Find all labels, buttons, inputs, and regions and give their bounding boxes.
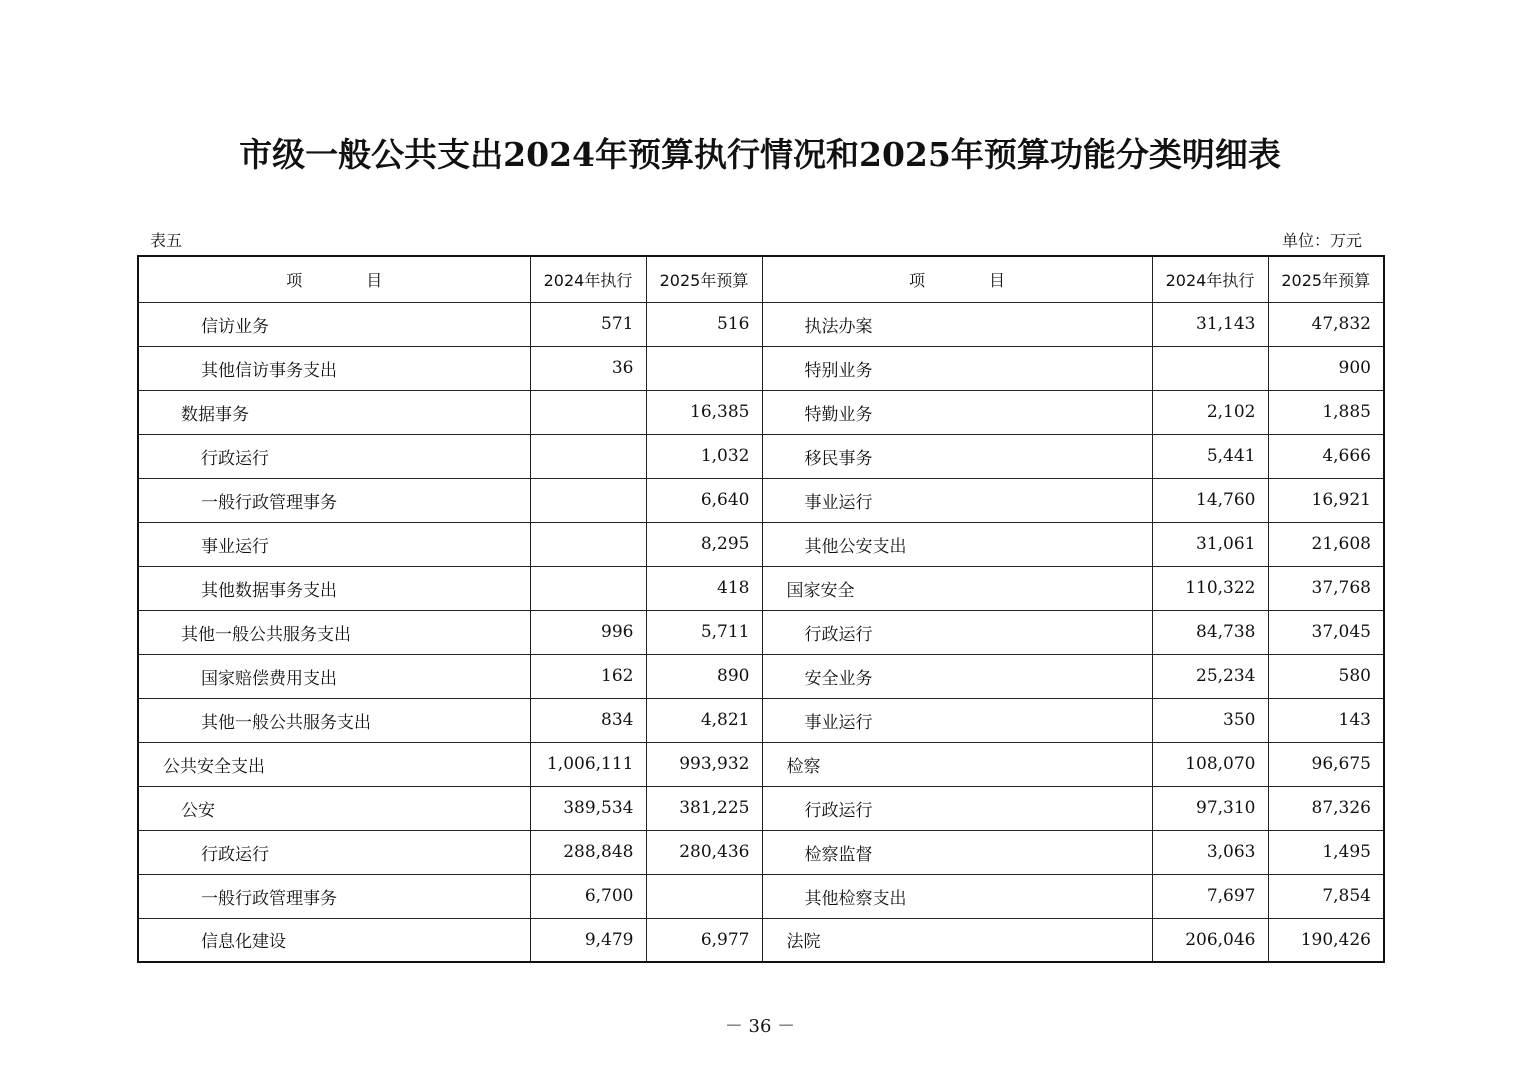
budget-2025-right: 87,326 — [1268, 786, 1384, 830]
exec-2024-right — [1152, 346, 1268, 390]
budget-2025-left: 5,711 — [646, 610, 762, 654]
item-name-right: 其他检察支出 — [762, 874, 1152, 918]
budget-2025-right: 190,426 — [1268, 918, 1384, 962]
item-name-left: 数据事务 — [138, 390, 530, 434]
header-row — [138, 256, 1384, 302]
exec-2024-right: 31,061 — [1152, 522, 1268, 566]
item-name-left: 国家赔偿费用支出 — [138, 654, 530, 698]
budget-2025-right: 47,832 — [1268, 302, 1384, 346]
budget-2025-left: 6,977 — [646, 918, 762, 962]
header-exec-2024-left: 2024年执行 — [530, 256, 646, 302]
exec-2024-right: 31,143 — [1152, 302, 1268, 346]
table-row — [138, 698, 1384, 742]
exec-2024-left: 834 — [530, 698, 646, 742]
exec-2024-left: 288,848 — [530, 830, 646, 874]
budget-2025-left — [646, 874, 762, 918]
item-name-left: 公共安全支出 — [138, 742, 530, 786]
exec-2024-left — [530, 434, 646, 478]
item-name-left: 行政运行 — [138, 830, 530, 874]
table-row — [138, 390, 1384, 434]
budget-2025-left: 516 — [646, 302, 762, 346]
exec-2024-left — [530, 390, 646, 434]
budget-2025-left: 16,385 — [646, 390, 762, 434]
exec-2024-right: 2,102 — [1152, 390, 1268, 434]
budget-2025-left: 6,640 — [646, 478, 762, 522]
exec-2024-left: 389,534 — [530, 786, 646, 830]
item-name-right: 事业运行 — [762, 478, 1152, 522]
budget-2025-right: 37,768 — [1268, 566, 1384, 610]
budget-2025-right: 7,854 — [1268, 874, 1384, 918]
exec-2024-left: 6,700 — [530, 874, 646, 918]
budget-2025-left: 4,821 — [646, 698, 762, 742]
table-label: 表五 — [150, 231, 183, 250]
table-row — [138, 654, 1384, 698]
table-row — [138, 874, 1384, 918]
exec-2024-left — [530, 478, 646, 522]
item-name-right: 国家安全 — [762, 566, 1152, 610]
header-budget-2025-right: 2025年预算 — [1268, 256, 1384, 302]
header-exec-2024-right: 2024年执行 — [1152, 256, 1268, 302]
exec-2024-left: 571 — [530, 302, 646, 346]
budget-2025-left: 890 — [646, 654, 762, 698]
exec-2024-right: 3,063 — [1152, 830, 1268, 874]
item-name-right: 其他公安支出 — [762, 522, 1152, 566]
budget-2025-left: 381,225 — [646, 786, 762, 830]
item-name-left: 一般行政管理事务 — [138, 874, 530, 918]
table-row — [138, 522, 1384, 566]
budget-2025-right: 1,495 — [1268, 830, 1384, 874]
exec-2024-left — [530, 566, 646, 610]
exec-2024-right: 5,441 — [1152, 434, 1268, 478]
budget-2025-right: 143 — [1268, 698, 1384, 742]
exec-2024-left: 9,479 — [530, 918, 646, 962]
exec-2024-right: 25,234 — [1152, 654, 1268, 698]
table-row — [138, 478, 1384, 522]
budget-table — [137, 255, 1385, 963]
item-name-left: 事业运行 — [138, 522, 530, 566]
budget-2025-left: 280,436 — [646, 830, 762, 874]
budget-2025-right: 21,608 — [1268, 522, 1384, 566]
header-item-left: 项 目 — [138, 256, 530, 302]
item-name-right: 检察监督 — [762, 830, 1152, 874]
page-title: 市级一般公共支出2024年预算执行情况和2025年预算功能分类明细表 — [239, 135, 1281, 174]
item-name-left: 公安 — [138, 786, 530, 830]
item-name-right: 行政运行 — [762, 610, 1152, 654]
table-row — [138, 566, 1384, 610]
exec-2024-left: 36 — [530, 346, 646, 390]
budget-2025-left: 993,932 — [646, 742, 762, 786]
budget-2025-left: 8,295 — [646, 522, 762, 566]
item-name-right: 事业运行 — [762, 698, 1152, 742]
exec-2024-right: 108,070 — [1152, 742, 1268, 786]
item-name-left: 其他一般公共服务支出 — [138, 610, 530, 654]
item-name-left: 其他一般公共服务支出 — [138, 698, 530, 742]
table-row — [138, 434, 1384, 478]
header-item-right: 项 目 — [762, 256, 1152, 302]
table-row — [138, 742, 1384, 786]
exec-2024-right: 14,760 — [1152, 478, 1268, 522]
exec-2024-left: 1,006,111 — [530, 742, 646, 786]
table-row — [138, 786, 1384, 830]
item-name-right: 法院 — [762, 918, 1152, 962]
item-name-left: 行政运行 — [138, 434, 530, 478]
item-name-left: 信访业务 — [138, 302, 530, 346]
exec-2024-right: 97,310 — [1152, 786, 1268, 830]
budget-2025-right: 580 — [1268, 654, 1384, 698]
budget-2025-right: 37,045 — [1268, 610, 1384, 654]
exec-2024-left — [530, 522, 646, 566]
header-budget-2025-left: 2025年预算 — [646, 256, 762, 302]
table-row — [138, 918, 1384, 962]
budget-2025-right: 4,666 — [1268, 434, 1384, 478]
exec-2024-left: 162 — [530, 654, 646, 698]
item-name-right: 移民事务 — [762, 434, 1152, 478]
item-name-left: 一般行政管理事务 — [138, 478, 530, 522]
budget-2025-right: 900 — [1268, 346, 1384, 390]
exec-2024-right: 350 — [1152, 698, 1268, 742]
exec-2024-right: 84,738 — [1152, 610, 1268, 654]
item-name-right: 行政运行 — [762, 786, 1152, 830]
item-name-left: 其他信访事务支出 — [138, 346, 530, 390]
budget-2025-left: 418 — [646, 566, 762, 610]
table-row — [138, 302, 1384, 346]
unit-label: 单位：万元 — [1281, 231, 1362, 250]
exec-2024-right: 206,046 — [1152, 918, 1268, 962]
budget-2025-left: 1,032 — [646, 434, 762, 478]
item-name-right: 安全业务 — [762, 654, 1152, 698]
budget-2025-right: 16,921 — [1268, 478, 1384, 522]
table-row — [138, 610, 1384, 654]
table-row — [138, 830, 1384, 874]
exec-2024-left: 996 — [530, 610, 646, 654]
item-name-right: 特勤业务 — [762, 390, 1152, 434]
page-number: － 36 － — [724, 1016, 796, 1037]
item-name-left: 其他数据事务支出 — [138, 566, 530, 610]
exec-2024-right: 110,322 — [1152, 566, 1268, 610]
budget-2025-left — [646, 346, 762, 390]
budget-2025-right: 1,885 — [1268, 390, 1384, 434]
budget-2025-right: 96,675 — [1268, 742, 1384, 786]
table-row — [138, 346, 1384, 390]
item-name-right: 执法办案 — [762, 302, 1152, 346]
exec-2024-right: 7,697 — [1152, 874, 1268, 918]
item-name-left: 信息化建设 — [138, 918, 530, 962]
item-name-right: 特别业务 — [762, 346, 1152, 390]
item-name-right: 检察 — [762, 742, 1152, 786]
